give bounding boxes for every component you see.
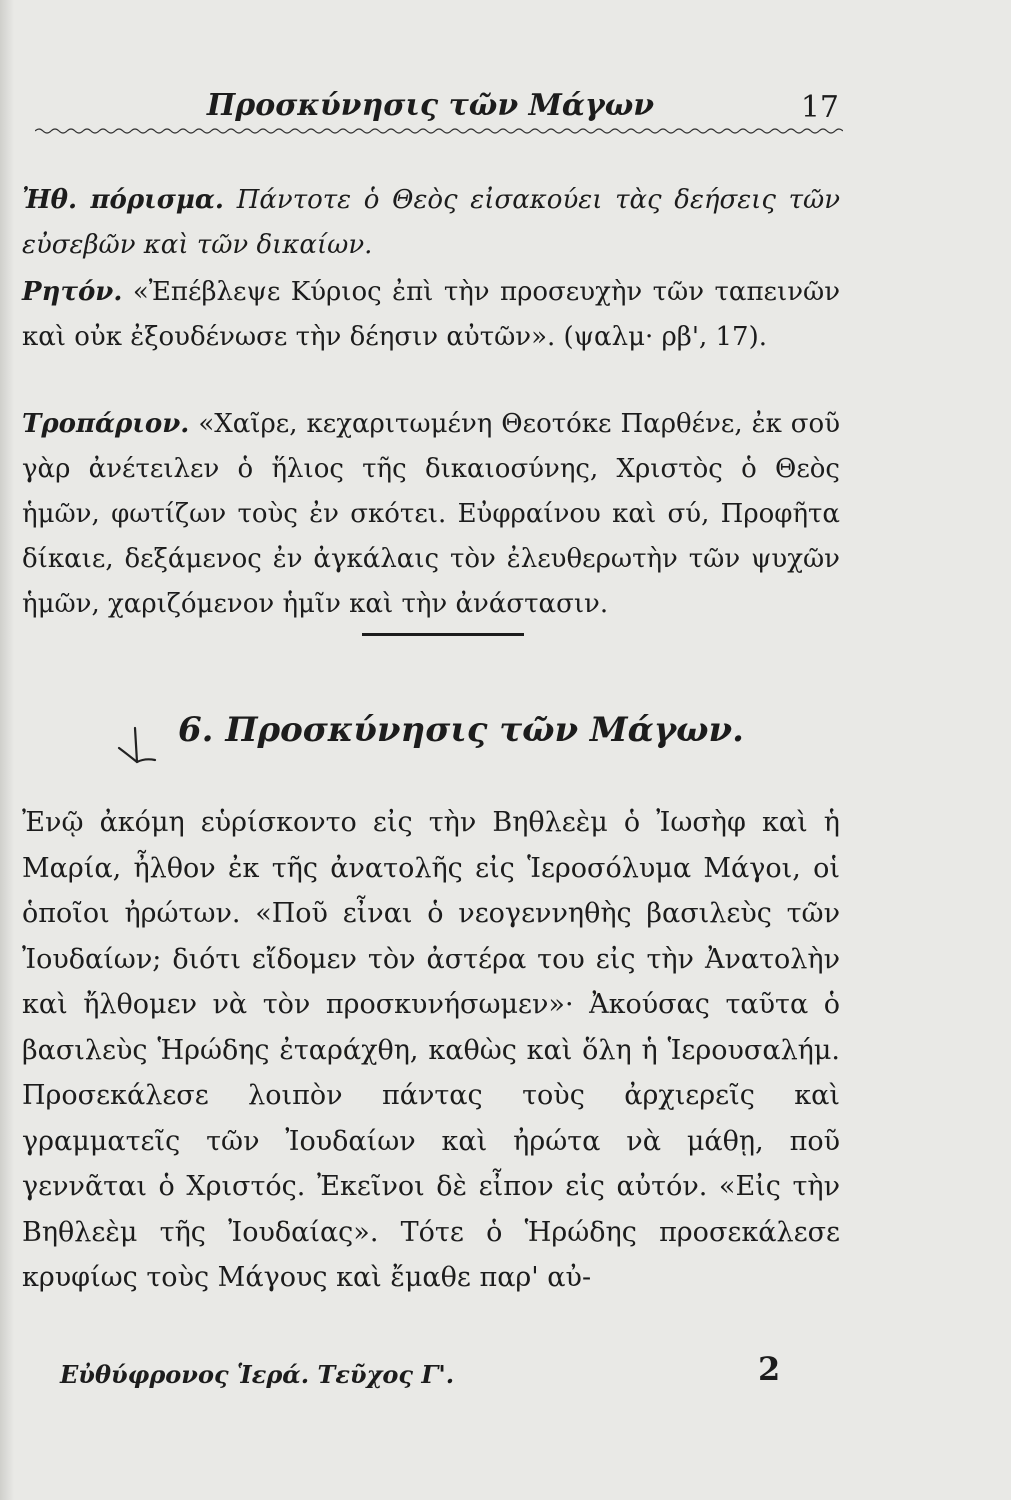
section-heading: 6. Προσκύνησις τῶν Μάγων. <box>178 710 744 750</box>
wavy-rule-divider <box>35 126 843 136</box>
troparion-label: Τροπάριον. <box>22 409 190 439</box>
section-body-paragraph: Ἐνῷ ἀκόμη εὑρίσκοντο εἰς τὴν Βηθλεὲμ ὁ Ἰωσὴφ καὶ ἡ Μαρία, ἦλθον ἐκ τῆς ἀνατολῆς εἰς Ἱεροσόλυμα Μάγοι, οἱ ὁποῖοι ἠρώτων. «Ποῦ εἶναι ὁ νεογεννηθὴς βασιλεὺς τῶν Ἰουδαίων; διότι εἴδομεν τὸν ἀστέρα του εἰς τὴν Ἀνατολὴν καὶ ἤλθομεν νὰ τὸν προσκυνήσωμεν»· Ἀκούσας ταῦτα ὁ βασιλεὺς Ἡρώδης ἐταράχθη, καθὼς καὶ ὅλη ἡ Ἱερουσαλήμ. Προσεκάλεσε λοιπὸν πάντας τοὺς ἀρχιερεῖς καὶ γραμματεῖς τῶν Ἰουδαίων καὶ ἠρώτα νὰ μάθῃ, ποῦ γεννᾶται ὁ Χριστός. Ἐκεῖνοι δὲ εἶπον εἰς αὐτόν. «Εἰς τὴν Βηθλεὲμ τῆς Ἰουδαίας». Τότε ὁ Ἡρώδης προσεκάλεσε κρυφίως τοὺς Μάγους καὶ ἔμαθε παρ' αὐ- <box>22 807 840 1293</box>
page-edge-shadow <box>0 0 14 1500</box>
handwritten-cross-mark <box>115 724 157 766</box>
verse-text: «Ἐπέβλεψε Κύριος ἐπὶ τὴν προσευχὴν τῶν ταπεινῶν καὶ οὐκ ἐξουδένωσε τὴν δέησιν αὐτῶν». (ψαλμ· ρβ', 17). <box>22 277 841 352</box>
footer-signature: Εὐθύφρονος Ἱερά. Τεῦχος Γ'. <box>60 1360 455 1389</box>
troparion-text: «Χαῖρε, κεχαριτωμένη Θεοτόκε Παρθένε, ἐκ σοῦ γὰρ ἀνέτειλεν ὁ ἥλιος τῆς δικαιοσύνης, Χριστὸς ὁ Θεὸς ἡμῶν, φωτίζων τοὺς ἐν σκότει. Εὐφραίνου καὶ σύ, Προφῆτα δίκαιε, δεξάμενος ἐν ἀγκάλαις τὸν ἐλευθερωτὴν τῶν ψυχῶν ἡμῶν, χαριζόμενον ἡμῖν καὶ τὴν ἀνάστασιν. <box>22 409 840 619</box>
section-separator <box>362 633 524 636</box>
running-title: Προσκύνησις τῶν Μάγων <box>206 88 655 123</box>
moral-conclusion-text: Πάντοτε ὁ Θεὸς εἰσακούει τὰς δεήσεις τῶν εὐσεβῶν καὶ τῶν δικαίων. <box>22 185 841 260</box>
footer-sheet-number: 2 <box>758 1350 781 1388</box>
troparion-paragraph <box>22 402 840 627</box>
verse-label: Ρητόν. <box>22 277 123 307</box>
moral-conclusion-paragraph <box>22 178 840 268</box>
page-number: 17 <box>800 90 839 125</box>
moral-conclusion-label: Ἠθ. πόρισμα. <box>22 185 224 215</box>
verse-paragraph <box>22 270 840 360</box>
